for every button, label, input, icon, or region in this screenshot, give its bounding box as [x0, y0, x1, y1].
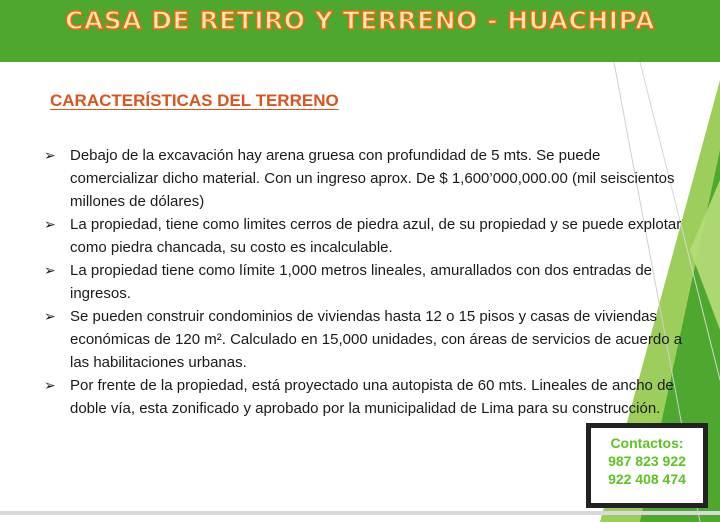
bottom-divider — [0, 511, 720, 515]
feature-list — [44, 144, 684, 420]
contact-label: Contactos: — [610, 435, 684, 451]
contact-box — [586, 423, 708, 508]
arrow-bullet-icon: ➢ — [44, 308, 56, 324]
list-item: ➢ Por frente de la propiedad, está proyectado una autopista de 60 mts. Lineales de ancho de doble vía, esta zonificado y aprobado por la municipalidad de Lima para su construcción. — [44, 374, 684, 420]
arrow-bullet-icon: ➢ — [44, 147, 56, 163]
arrow-bullet-icon: ➢ — [44, 377, 56, 393]
list-item: ➢ La propiedad tiene como límite 1,000 metros lineales, amurallados con dos entradas de ingresos. — [44, 259, 684, 305]
section-subtitle: CARACTERÍSTICAS DEL TERRENO — [50, 91, 339, 110]
list-item: ➢ Debajo de la excavación hay arena gruesa con profundidad de 5 mts. Se puede comercializar dicho material. Con un ingreso aprox. De $ 1,600’000,000.00 (mil seiscientos millones de dólares) — [44, 144, 684, 213]
arrow-bullet-icon: ➢ — [44, 216, 56, 232]
list-item: ➢ Se pueden construir condominios de viviendas hasta 12 o 15 pisos y casas de viviendas económicas de 120 m². Calculado en 15,000 unidades, con áreas de servicios de acuerdo a las habilitaciones urbanas. — [44, 305, 684, 374]
slide-title: CASA DE RETIRO Y TERRENO - HUACHIPA — [65, 6, 655, 35]
contact-phone-2: 922 408 474 — [608, 471, 686, 487]
list-item: ➢ La propiedad, tiene como limites cerros de piedra azul, de su propiedad y se puede explotar como piedra chancada, su costo es incalculable. — [44, 213, 684, 259]
contact-phone-1: 987 823 922 — [608, 453, 686, 469]
arrow-bullet-icon: ➢ — [44, 262, 56, 278]
